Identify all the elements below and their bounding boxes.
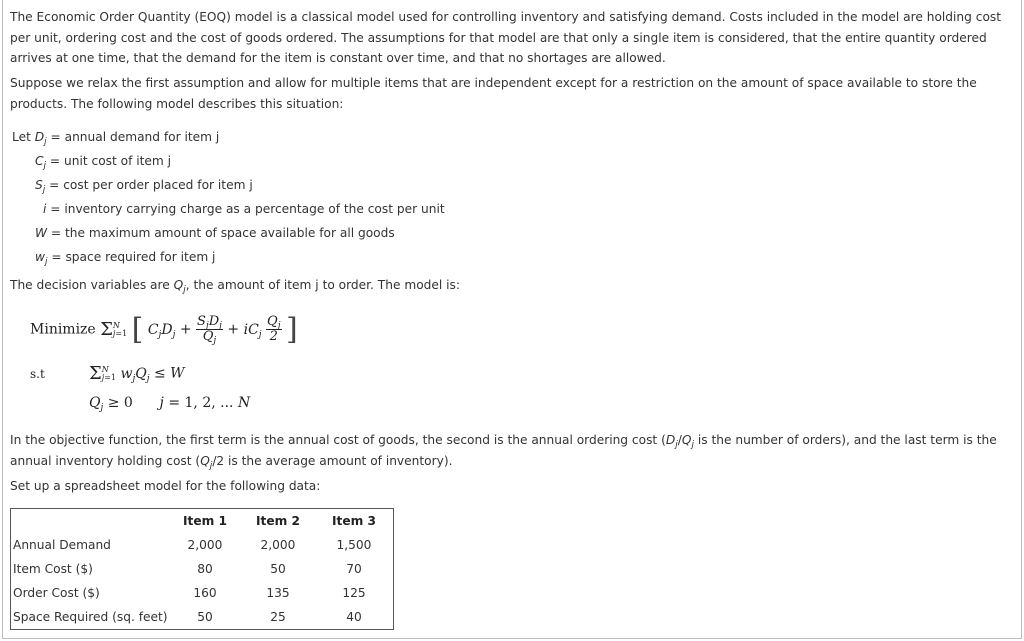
table-header-item3: Item 3 [331, 514, 377, 528]
relaxation-paragraph: Suppose we relax the first assumption and allow for multiple items that are independent except for a restriction on the amount of space available to store the products. The following model describes this situation: [10, 76, 977, 111]
setup-instruction: Set up a spreadsheet model for the following data: [10, 479, 321, 493]
definition-wj: $w_j$ = space required for item j [35, 250, 216, 267]
cell: 70 [346, 562, 362, 576]
definition-i: i = inventory carrying charge as a percentage of the cost per unit [43, 202, 445, 216]
table-row [11, 533, 394, 557]
nonnegativity-constraint: $Q_j \ge 0$ j = 1, 2, ... N [89, 395, 251, 413]
cell: 25 [270, 610, 286, 624]
cell: 50 [197, 610, 213, 624]
space-constraint: ΣN j=1 $w_jQ_j \le W$ [89, 363, 185, 384]
row-label: Order Cost ($) [13, 586, 100, 600]
cell: 1,500 [336, 538, 372, 552]
row-label: Space Required (sq. feet) [13, 610, 168, 624]
intro-paragraph: The Economic Order Quantity (EOQ) model is a classical model used for controlling inventory and satisfying demand. Costs included in the model are holding cost per unit, ordering cost and the cost of goods ordered. The assumptions for that model are that only a single item is considered, that the entire quantity ordered arrives at one time, that the demand for the item is constant over time, and that no shortages are allowed. [10, 10, 1002, 65]
data-table [10, 508, 394, 630]
table-header-row [11, 509, 394, 534]
definition-sj: $S_j = \cos t$ per order placed for item j [35, 178, 253, 195]
definition-cj: $C_j$ = unit cost of item j [35, 154, 172, 171]
definition-dj: Let $D_j$ = annual demand for item j [12, 130, 220, 147]
cell: 135 [266, 586, 290, 600]
objective-function: Minimize ΣN j=1 [ $C_jD_j$ + $\frac{S_jD_j}{Q_j}$ + $iC_j$ $\frac{Q_j}{2}$ ] [30, 312, 298, 347]
cell: 160 [193, 586, 217, 600]
table-header-item2: Item 2 [255, 514, 301, 528]
cell: 2,000 [187, 538, 223, 552]
row-label: Annual Demand [13, 538, 111, 552]
table-row [11, 605, 394, 630]
objective-explanation: In the objective function, the first term is the annual cost of goods, the second is the annual ordering cost ($D_j/Q_j$ is the number of orders), and the last term is the annual inventory holding cost ($Q_j/2$ is the average amount of inventory). [10, 433, 997, 471]
decision-variables-text: The decision variables are $Q_j$, the amount of item j to order. The model is: [10, 278, 461, 295]
row-label: Item Cost ($) [13, 562, 93, 576]
definition-w: W = the maximum amount of space available for all goods [35, 226, 395, 240]
cell: 50 [270, 562, 286, 576]
table-header-blank [11, 509, 170, 534]
table-header-item1: Item 1 [182, 514, 228, 528]
subject-to-label: s.t [30, 367, 45, 381]
cell: 80 [197, 562, 213, 576]
cell: 2,000 [260, 538, 296, 552]
table-row [11, 557, 394, 581]
table-row [11, 581, 394, 605]
cell: 40 [346, 610, 362, 624]
cell: 125 [342, 586, 366, 600]
